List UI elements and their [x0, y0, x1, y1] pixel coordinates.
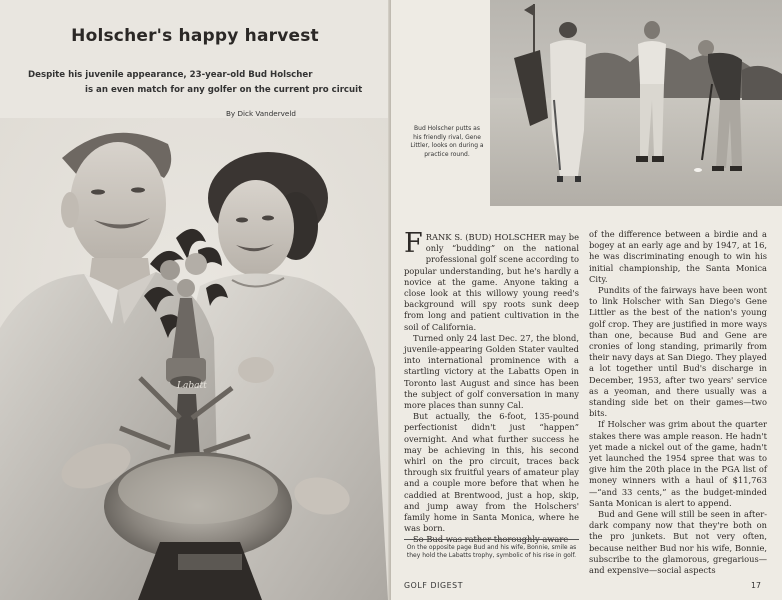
- body-paragraph: So Bud was rather thoroughly aware: [413, 534, 569, 545]
- trophy-label: Labatt: [177, 381, 207, 391]
- footer-magazine-name: GOLF DIGEST: [404, 581, 464, 590]
- couple-trophy-photo: [0, 118, 390, 600]
- byline: By Dick Vanderveld: [226, 109, 296, 118]
- right-page: [391, 0, 782, 600]
- body-paragraph: of the difference between a birdie and a bogey at an early age and by 1947, at 16, he was discriminating enough to win his initial championship, the Santa Monica City.: [589, 229, 767, 284]
- left-page: [0, 0, 390, 600]
- practice-photo-caption: Bud Holscher putts as his friendly rival, Gene Littler, looks on during a practice round.: [410, 125, 484, 158]
- body-paragraph: Pundits of the fairways have been wont to link Holscher with San Diego's Gene Littler as the best of the nation's young golf crop. They are justified in more ways than one, because Bud and Gene are cronies of long standing, primarily from their navy days at San Diego. They played a lot together until Bud's discharge in December, 1953, after two years' service as a yeoman, and there usually was a standing side bet on their games—two bits.: [589, 285, 767, 419]
- drop-cap: F: [404, 228, 423, 259]
- body-column-1: [404, 228, 579, 546]
- article-title: Holscher's happy harvest: [71, 26, 319, 46]
- body-paragraph: Bud and Gene will still be seen in after-dark company now that they're both on the pro junkets. But not very often, because neither Bud nor his wife, Bonnie, subscribe to the glamorous, gregarious—and expensive—social aspects: [589, 509, 767, 576]
- body-column-2: [589, 229, 767, 576]
- body-paragraph: FRANK S. (BUD) HOLSCHER may be only “budding” on the national professional golf scene according to popular understanding, but he's hardly a novice at the game. Anyone taking a close look at this willowy young reed's background will spy roots sunk deep from long and patient cultivation in the soil of California.: [404, 228, 579, 332]
- body-paragraph: Turned only 24 last Dec. 27, the blond, juvenile-appearing Golden Stater vaulted into international prominence with a startling victory at the Labatts Open in Toronto last August and since has been the subject of golf conversation in many more places than sunny Cal.: [404, 332, 579, 411]
- cover-photo-caption: On the opposite page Bud and his wife, Bonnie, smile as they hold the Labatts trophy, symbolic of his rise in golf.: [404, 539, 579, 560]
- body-paragraph: If Holscher was grim about the quarter stakes there was ample reason. He hadn't yet made a nickel out of the game, hadn't yet launched the 1954 spree that was to give him the 20th place in the PGA list of money winners with a haul of $11,763—“and 33 cents,” as the budget-minded Santa Monican is alert to append.: [589, 419, 767, 508]
- article-deck-line-2: is an even match for any golfer on the current pro circuit: [85, 85, 363, 95]
- body-paragraph: But actually, the 6-foot, 135-pound perfectionist didn't just “happen” overnight. And what further success he may be achieving in this, his second whirl on the pro circuit, traces back through six fruitful years of amateur play and a couple more before that when he caddied at Brentwood, just a hop, skip, and jump away from the Holschers' family home in Santa Monica, where he was born.: [404, 411, 579, 534]
- article-deck-line-1: Despite his juvenile appearance, 23-year-old Bud Holscher: [28, 70, 313, 80]
- page-number: 17: [751, 581, 761, 590]
- practice-round-photo: [490, 0, 782, 206]
